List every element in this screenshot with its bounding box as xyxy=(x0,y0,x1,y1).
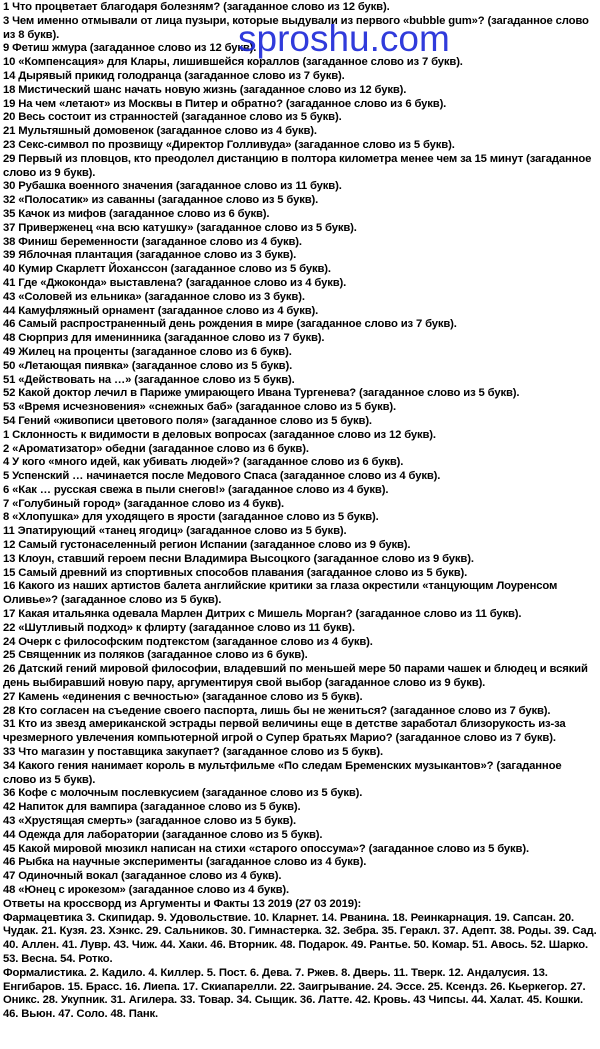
question-item: 23 Секс-символ по прозвищу «Директор Голливуда» (загаданное слово из 5 букв). xyxy=(3,138,455,151)
question-item: 32 «Полосатик» из саванны (загаданное слово из 5 букв). xyxy=(3,194,319,207)
question-item: 47 Одиночный вокал (загаданное слово из 4 букв). xyxy=(3,870,282,883)
answers-across: Фармацевтика 3. Скипидар. 9. Удовольствие. 10. Кларнет. 14. Рванина. 18. Реинкарнация. 19. Сапсан. 20. Чудак. 21. Кузя. 23. Хэнкс. 29. Сальников. 30. Гимнастерка. 32. Зебра. 35. Геракл. 37. Адепт. 38. Роды. 39. Сад. 40. Аллен. 41. Лувр. 43. Чиж. 44. Хаки. 46. Вторник. 48. Подарок. 49. Рантье. 50. Комар. 51. Авось. 52. Шарко. 53. Весна. 54. Ротко. xyxy=(3,911,597,965)
question-item: 29 Первый из пловцов, кто преодолел дистанцию в полтора километра менее чем за 15 минут (загаданное слово из 9 букв). xyxy=(3,152,592,179)
question-item: 34 Какого гения нанимает король в мультфильме «По следам Бременских музыкантов»? (загаданное слово из 5 букв). xyxy=(3,759,562,786)
question-item: 44 Одежда для лаборатории (загаданное слово из 5 букв). xyxy=(3,828,323,841)
answers-header: Ответы на кроссворд из Аргументы и Факты 13 2019 (27 03 2019): xyxy=(3,897,362,910)
question-item: 40 Кумир Скарлетт Йоханссон (загаданное слово из 5 букв). xyxy=(3,263,331,276)
site-watermark: sproshu.com xyxy=(238,18,450,59)
question-item: 33 Что магазин у поставщика закупает? (загаданное слово из 5 букв). xyxy=(3,746,383,759)
question-item: 30 Рубашка военного значения (загаданное слово из 11 букв). xyxy=(3,180,342,193)
question-item: 25 Священник из поляков (загаданное слово из 6 букв). xyxy=(3,649,308,662)
question-item: 1 Склонность к видимости в деловых вопросах (загаданное слово из 12 букв). xyxy=(3,428,436,441)
question-item: 21 Мультяшный домовенок (загаданное слово из 4 букв). xyxy=(3,125,317,138)
question-item: 13 Клоун, ставший героем песни Владимира Высоцкого (загаданное слово из 9 букв). xyxy=(3,552,474,565)
question-item: 49 Жилец на проценты (загаданное слово из 6 букв). xyxy=(3,345,292,358)
question-item: 44 Камуфляжный орнамент (загаданное слово из 4 букв). xyxy=(3,304,319,317)
questions-list xyxy=(3,1,597,898)
question-item: 2 «Ароматизатор» обедни (загаданное слово из 6 букв). xyxy=(3,442,309,455)
question-item: 6 «Как … русская свежа в пыли снегов!» (загаданное слово из 4 букв). xyxy=(3,483,389,496)
question-item: 12 Самый густонаселенный регион Испании (загаданное слово из 9 букв). xyxy=(3,539,411,552)
question-item: 53 «Время исчезновения» «снежных баб» (загаданное слово из 5 букв). xyxy=(3,401,396,414)
question-item: 43 «Соловей из ельника» (загаданное слово из 3 букв). xyxy=(3,290,305,303)
question-item: 41 Где «Джоконда» выставлена? (загаданное слово из 4 букв). xyxy=(3,276,347,289)
question-item: 24 Очерк с философским подтекстом (загаданное слово из 4 букв). xyxy=(3,635,373,648)
question-item: 35 Качок из мифов (загаданное слово из 6 букв). xyxy=(3,207,270,220)
question-item: 52 Какой доктор лечил в Париже умирающего Ивана Тургенева? (загаданное слово из 5 букв). xyxy=(3,387,520,400)
question-item: 4 У кого «много идей, как убивать людей»? (загаданное слово из 6 букв). xyxy=(3,456,404,469)
question-item: 11 Эпатирующий «танец ягодиц» (загаданное слово из 5 букв). xyxy=(3,525,347,538)
question-item: 39 Яблочная плантация (загаданное слово из 3 букв). xyxy=(3,249,297,262)
crossword-document xyxy=(3,1,597,1022)
question-item: 54 Гений «живописи цветового поля» (загаданное слово из 5 букв). xyxy=(3,414,372,427)
question-item: 48 Сюрприз для именинника (загаданное слово из 7 букв). xyxy=(3,332,325,345)
question-item: 1 Что процветает благодаря болезням? (загаданное слово из 12 букв). xyxy=(3,1,390,13)
answers-down: Формалистика. 2. Кадило. 4. Киллер. 5. Пост. 6. Дева. 7. Ржев. 8. Дверь. 11. Тверк. 12. Андалусия. 13. Енгибаров. 15. Брасс. 16. Лиепа. 17. Скиапарелли. 22. Заигрывание. 24. Эссе. 25. Ксендз. 26. Кьеркегор. 27. Оникс. 28. Укупник. 31. Агилера. 33. Товар. 34. Сыщик. 36. Латте. 42. Кровь. 43 Чипсы. 44. Халат. 45. Кошки. 46. Вьюн. 47. Соло. 48. Панк. xyxy=(3,966,586,1021)
question-item: 50 «Летающая пиявка» (загаданное слово из 5 букв). xyxy=(3,359,293,372)
question-item: 14 Дырявый прикид голодранца (загаданное слово из 7 букв). xyxy=(3,69,345,82)
question-item: 17 Какая итальянка одевала Марлен Дитрих с Мишель Морган? (загаданное слово из 11 букв). xyxy=(3,608,522,621)
question-item: 5 Успенский … начинается после Медового Спаса (загаданное слово из 4 букв). xyxy=(3,470,441,483)
question-item: 9 Фетиш жмура (загаданное слово из 12 букв). xyxy=(3,42,257,55)
question-item: 20 Весь состоит из странностей (загаданное слово из 5 букв). xyxy=(3,111,342,124)
question-item: 10 «Компенсация» для Клары, лишившейся кораллов (загаданное слово из 7 букв). xyxy=(3,56,463,69)
question-item: 51 «Действовать на …» (загаданное слово из 5 букв). xyxy=(3,373,295,386)
question-item: 22 «Шутливый подход» к флирту (загаданное слово из 11 букв). xyxy=(3,621,355,634)
question-item: 27 Камень «единения с вечностью» (загаданное слово из 5 букв). xyxy=(3,690,363,703)
question-item: 31 Кто из звезд американской эстрады первой величины еще в детстве заработал близорукость из-за чрезмерного увлечения компьютерной игрой о Супер братьях Марио? (загаданное слово из 7 букв). xyxy=(3,718,566,745)
question-item: 46 Самый распространенный день рождения в мире (загаданное слово из 7 букв). xyxy=(3,318,457,331)
question-item: 37 Приверженец «на всю катушку» (загаданное слово из 5 букв). xyxy=(3,221,357,234)
question-item: 43 «Хрустящая смерть» (загаданное слово из 5 букв). xyxy=(3,815,296,828)
question-item: 3 Чем именно отмывали от лица пузыри, которые выдували из первого «bubble gum»? (загаданное слово из 8 букв). xyxy=(3,14,589,41)
question-item: 42 Напиток для вампира (загаданное слово из 5 букв). xyxy=(3,801,301,814)
question-item: 15 Самый древний из спортивных способов плавания (загаданное слово из 5 букв). xyxy=(3,566,468,579)
question-item: 7 «Голубиный город» (загаданное слово из 4 букв). xyxy=(3,497,285,510)
question-item: 8 «Хлопушка» для уходящего в ярости (загаданное слово из 5 букв). xyxy=(3,511,379,524)
question-item: 28 Кто согласен на съедение своего паспорта, лишь бы не жениться? (загаданное слово из 7 букв). xyxy=(3,704,551,717)
question-item: 16 Какого из наших артистов балета английские критики за глаза окрестили «танцующим Лоуренсом Оливье»? (загаданное слово из 5 букв). xyxy=(3,580,558,607)
question-item: 48 «Юнец с ирокезом» (загаданное слово из 4 букв). xyxy=(3,884,289,896)
question-item: 19 На чем «летают» из Москвы в Питер и обратно? (загаданное слово из 6 букв). xyxy=(3,97,447,110)
question-item: 46 Рыбка на научные эксперименты (загаданное слово из 4 букв). xyxy=(3,856,367,869)
question-item: 38 Финиш беременности (загаданное слово из 4 букв). xyxy=(3,235,302,248)
question-item: 18 Мистический шанс начать новую жизнь (загаданное слово из 12 букв). xyxy=(3,83,407,96)
question-item: 36 Кофе с молочным послевкусием (загаданное слово из 5 букв). xyxy=(3,787,363,800)
question-item: 45 Какой мировой мюзикл написан на стихи «старого опоссума»? (загаданное слово из 5 букв). xyxy=(3,842,529,855)
question-item: 26 Датский гений мировой философии, владевший по меньшей мере 50 парами чашек и блюдец и всякий день выбиравший новую пару, аргументируя свой выбор (загаданное слово из 9 букв). xyxy=(3,663,588,690)
